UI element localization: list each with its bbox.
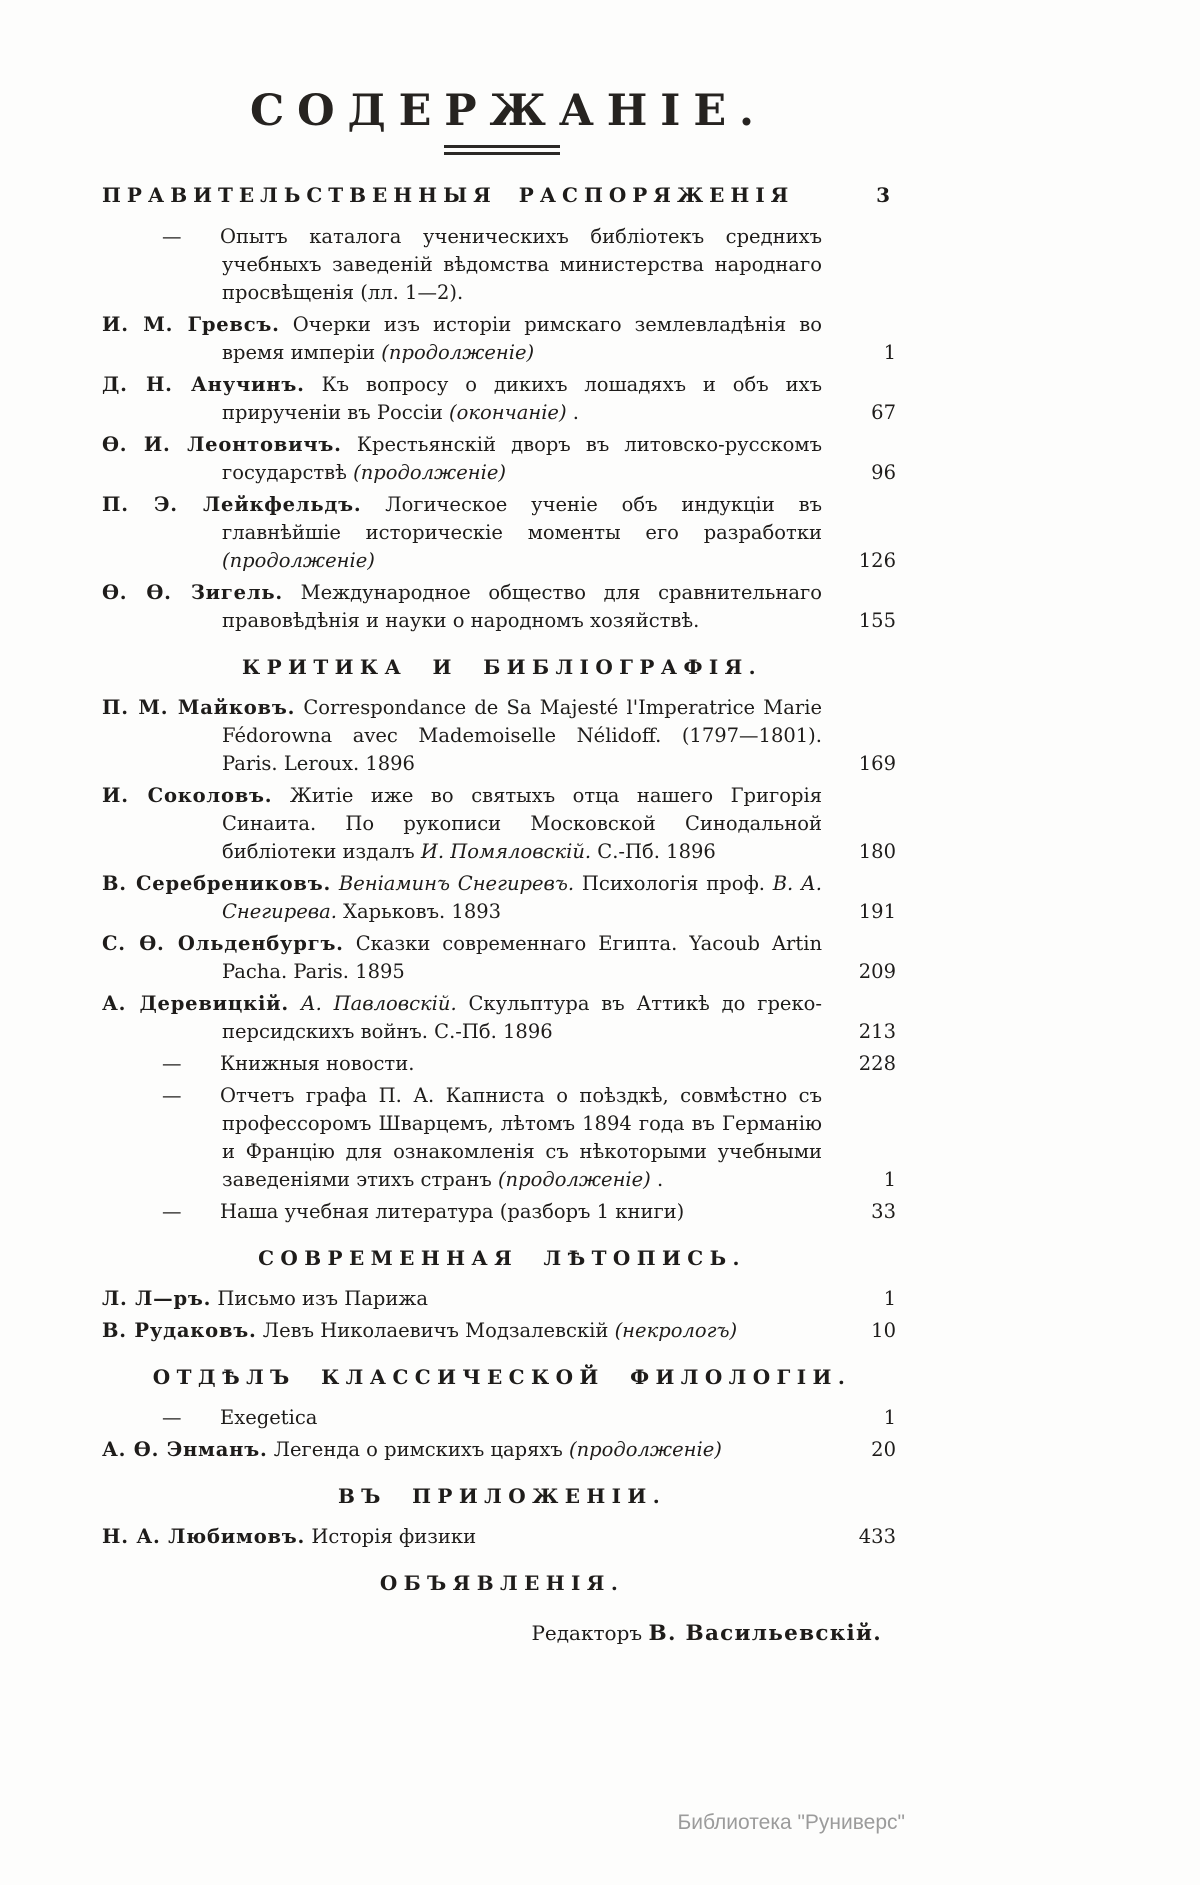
toc-entry	[102, 930, 902, 986]
section-heading: КРИТИКА И БИБЛІОГРАФІЯ.	[241, 655, 763, 679]
entry-author: П. М. Майковъ.	[102, 696, 296, 719]
entry-text: Международное общество для сравнительнаго правовѣдѣнія и науки о народномъ хозяйствѣ.	[222, 581, 822, 632]
entry-page-number: 1	[883, 341, 896, 364]
entry-page-number: 1	[883, 1168, 896, 1191]
entry-page-number: 180	[858, 840, 896, 863]
entry-text: Къ вопросу о дикихъ лошадяхъ и объ ихъ прирученіи въ Россіи	[222, 373, 822, 424]
entry-text-italic: (продолженіе)	[222, 549, 375, 572]
entry-page-number: 33	[871, 1200, 896, 1223]
toc-entry	[102, 694, 902, 778]
page-title: СОДЕРЖАНІЕ.	[250, 86, 767, 136]
entry-author: Ѳ. Ѳ. Зигель.	[102, 581, 283, 604]
entry-text: Исторія физики	[311, 1525, 477, 1548]
entry-author: А. Деревицкій.	[102, 992, 289, 1015]
entry-author: С. Ѳ. Ольденбургъ.	[102, 932, 344, 955]
entry-text-italic: И. Помяловскій.	[420, 840, 592, 863]
entry-dash: —	[162, 1200, 182, 1223]
page-content	[102, 0, 902, 1646]
toc-entry	[102, 431, 902, 487]
toc-entry	[102, 579, 902, 635]
entry-text: Сказки современнаго Египта. Yacoub Artin Pacha. Paris. 1895	[222, 932, 823, 983]
entry-page-number: 213	[858, 1020, 896, 1043]
entry-text: Наша учебная литература (разборъ 1 книги)	[220, 1200, 685, 1223]
toc-entry	[102, 1050, 902, 1078]
toc-entry	[102, 1285, 902, 1313]
toc-entry	[102, 311, 902, 367]
entry-page-number: 191	[858, 900, 896, 923]
entry-author: П. Э. Лейкфельдъ.	[102, 493, 362, 516]
toc-entry	[102, 371, 902, 427]
entry-text-italic: (продолженіе)	[569, 1438, 722, 1461]
entry-text-italic: (продолженіе)	[381, 341, 535, 364]
entry-author: Л. Л—ръ.	[102, 1287, 212, 1310]
entry-page-number: 3	[876, 183, 896, 207]
entry-text: С.-Пб. 1896	[591, 840, 716, 863]
entry-author: И. М. Гревсъ.	[102, 313, 280, 336]
entry-page-number: 67	[871, 401, 896, 424]
entry-page-number: 228	[858, 1052, 896, 1075]
toc-entry	[102, 223, 902, 307]
section-heading: ВЪ ПРИЛОЖЕНІИ.	[337, 1484, 667, 1508]
toc-entry	[102, 1523, 902, 1551]
entry-page-number: 1	[883, 1287, 896, 1310]
entry-text: Книжныя новости.	[220, 1052, 415, 1075]
entry-text: Харьковъ. 1893	[336, 900, 502, 923]
entry-text-italic: Веніаминъ Снегиревъ.	[338, 872, 575, 895]
watermark: Библиотека "Руниверс"	[677, 1811, 905, 1834]
entry-author: А. Ѳ. Энманъ.	[102, 1438, 268, 1461]
toc-entry	[102, 870, 902, 926]
toc-list	[102, 181, 902, 1597]
entry-author: И. Соколовъ.	[102, 784, 273, 807]
entry-text-italic: (продолженіе)	[497, 1168, 651, 1191]
entry-dash: —	[162, 1406, 182, 1429]
toc-entry	[102, 1082, 902, 1194]
entry-page-number: 20	[871, 1438, 896, 1461]
entry-text: Скульптура въ Аттикѣ до греко-персидскихъ войнъ. С.-Пб. 1896	[222, 992, 822, 1043]
entry-page-number: 155	[858, 609, 896, 632]
entry-text: Correspondance de Sa Majesté l'Imperatrice Marie Fédorowna avec Mademoiselle Nélidoff. (1797—1801). Paris. Leroux. 1896	[222, 696, 822, 775]
entry-text-italic: А. Павловскій.	[300, 992, 457, 1015]
entry-text: Крестьянскій дворъ въ литовско-русскомъ государствѣ	[222, 433, 822, 484]
entry-text: Левъ Николаевичъ Модзалевскій	[262, 1319, 615, 1342]
entry-page-number: 169	[858, 752, 896, 775]
entry-text-italic: (некрологъ)	[614, 1319, 738, 1342]
toc-entry	[102, 990, 902, 1046]
entry-author: Ѳ. И. Леонтовичъ.	[102, 433, 342, 456]
rubric-label: ПРАВИТЕЛЬСТВЕННЫЯ РАСПОРЯЖЕНІЯ	[102, 183, 795, 207]
entry-dash: —	[162, 225, 182, 248]
entry-text: Отчетъ графа П. А. Капниста о поѣздкѣ, совмѣстно съ профессоромъ Шварцемъ, лѣтомъ 1894 года въ Германію и Францію для ознакомленія съ нѣкоторыми учебными заведеніями этихъ странъ	[220, 1084, 822, 1191]
rule-bottom	[444, 152, 560, 155]
entry-author: Д. Н. Анучинъ.	[102, 373, 305, 396]
toc-entry	[102, 1404, 902, 1432]
editor-line	[102, 1621, 902, 1646]
entry-page-number: 96	[871, 461, 896, 484]
toc-entry	[102, 491, 902, 575]
section-heading: ОТДѢЛЪ КЛАССИЧЕСКОЙ ФИЛОЛОГІИ.	[152, 1365, 852, 1389]
entry-text: Легенда о римскихъ царяхъ	[273, 1438, 569, 1461]
entry-text: .	[650, 1168, 664, 1191]
editor-name: В. Васильевскій.	[648, 1621, 882, 1646]
entry-text: Логическое ученіе объ индукціи въ главнѣйшіе историческіе моменты его разработки	[222, 493, 822, 544]
entry-page-number: 10	[871, 1319, 896, 1342]
entry-author: В. Серебрениковъ.	[102, 872, 332, 895]
toc-entry	[102, 1198, 902, 1226]
entry-author: Н. А. Любимовъ.	[102, 1525, 306, 1548]
entry-page-number: 433	[858, 1525, 896, 1548]
section-heading: СОВРЕМЕННАЯ ЛѢТОПИСЬ.	[258, 1246, 746, 1270]
entry-dash: —	[162, 1084, 182, 1107]
entry-page-number: 209	[858, 960, 896, 983]
entry-text: Психологія проф.	[574, 872, 773, 895]
entry-page-number: 1	[883, 1406, 896, 1429]
section-heading: ОБЪЯВЛЕНІЯ.	[379, 1571, 625, 1595]
entry-text: .	[566, 401, 579, 424]
entry-author: В. Рудаковъ.	[102, 1319, 257, 1342]
editor-label: Редакторъ	[531, 1621, 643, 1645]
toc-entry	[102, 1317, 902, 1345]
toc-rubric	[102, 181, 902, 209]
entry-text: Очерки изъ исторіи римскаго землевладѣнія во время имперіи	[222, 313, 822, 364]
entry-text: Опытъ каталога ученическихъ библіотекъ среднихъ учебныхъ заведеній вѣдомства министерства народнаго просвѣщенія (лл. 1—2).	[220, 225, 822, 304]
entry-page-number: 126	[858, 549, 896, 572]
entry-text: Письмо изъ Парижа	[217, 1287, 428, 1310]
entry-text-italic: (продолженіе)	[353, 461, 506, 484]
toc-entry	[102, 1436, 902, 1464]
rule-top	[444, 145, 560, 148]
toc-entry	[102, 782, 902, 866]
entry-text: Житіе иже во святыхъ отца нашего Григорія Синаита. По рукописи Московской Синодальной библіотеки издалъ	[222, 784, 823, 863]
entry-text-italic: В. А. Снегирева.	[222, 872, 822, 923]
title-ornament-rule	[102, 145, 902, 155]
entry-text: Exegetica	[220, 1406, 318, 1429]
entry-dash: —	[162, 1052, 182, 1075]
entry-text-italic: (окончаніе)	[449, 401, 567, 424]
